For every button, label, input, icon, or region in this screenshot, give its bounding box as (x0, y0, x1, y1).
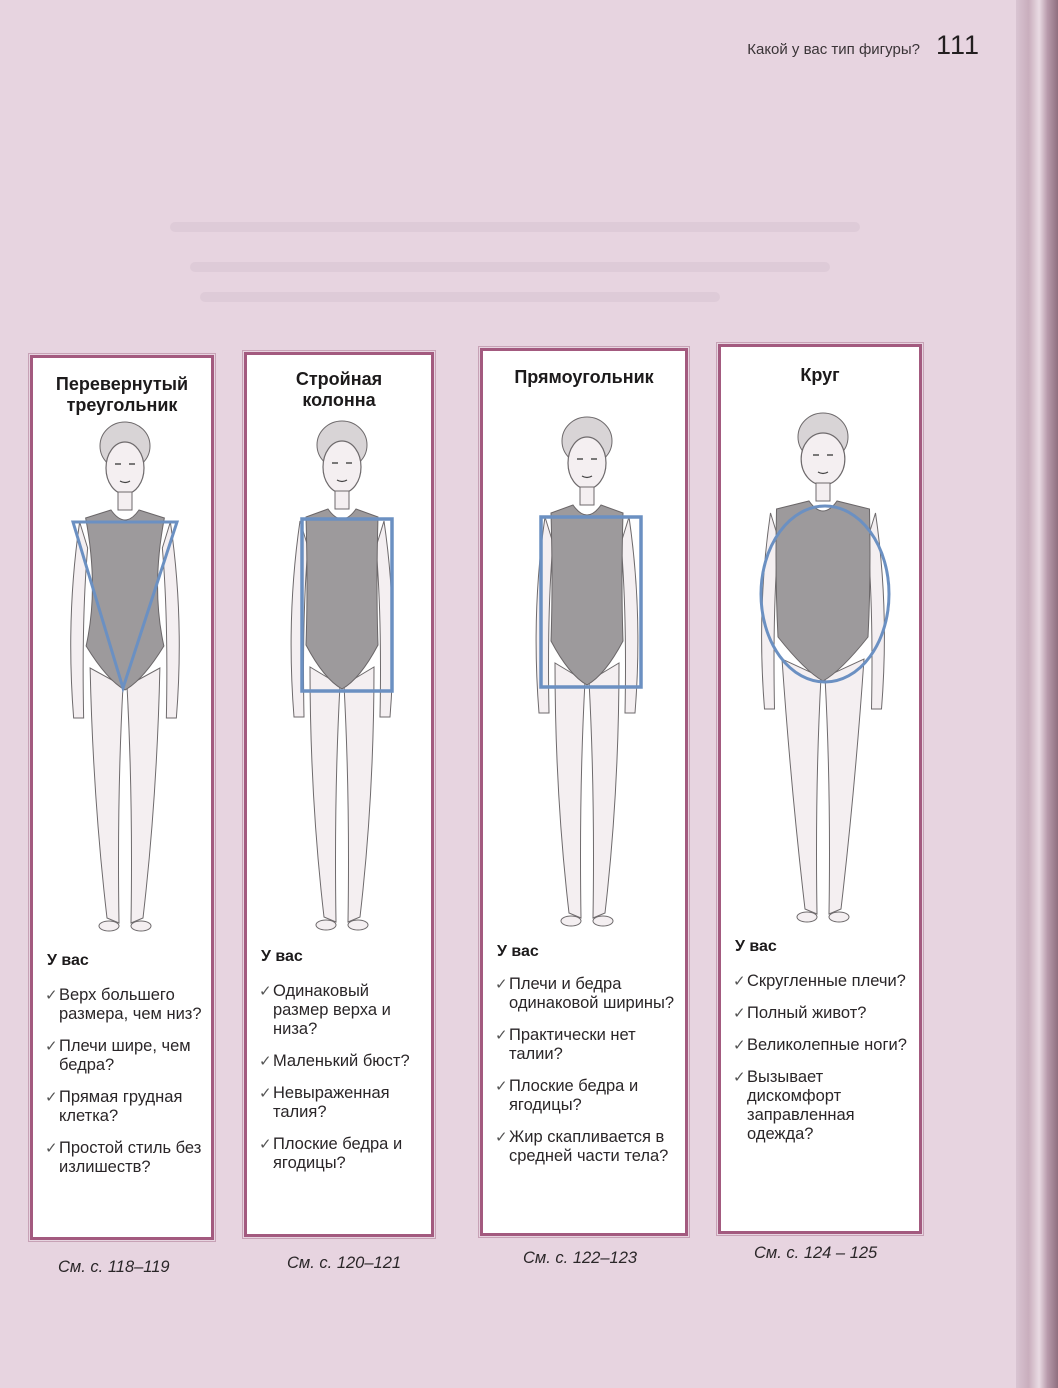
card-title-line: колонна (302, 390, 376, 410)
checklist-item-text: Вызывает дискомфорт заправленная одежда? (747, 1068, 855, 1143)
checklist-item-text: Плоские бедра и ягодицы? (509, 1077, 639, 1114)
checklist-item-text: Верх большего размера, чем низ? (59, 986, 202, 1023)
right-leg (825, 659, 864, 914)
checklist (45, 986, 203, 1190)
checkmark-icon: ✓ (495, 1078, 508, 1095)
checkmark-icon: ✓ (495, 1027, 508, 1044)
checklist-item (259, 982, 423, 1039)
bleed-line (200, 292, 720, 302)
checkmark-icon: ✓ (259, 1085, 272, 1102)
card-title-line: треугольник (66, 395, 178, 415)
checklist-item (495, 1077, 677, 1115)
swimsuit (776, 501, 870, 681)
checklist-item-text: Жир скапливается в средней части тела? (509, 1128, 669, 1165)
running-head: Какой у вас тип фигуры? (747, 41, 920, 58)
checklist-item-text: Одинаковый размер верха и низа? (273, 982, 391, 1038)
checklist-item-text: Плоские бедра и ягодицы? (273, 1135, 403, 1172)
checklist-item-text: Маленький бюст? (273, 1052, 410, 1070)
bleed-line (170, 222, 860, 232)
checklist-item (45, 1037, 203, 1075)
checklist (259, 982, 423, 1186)
left-arm (291, 521, 308, 717)
checklist-item (495, 1128, 677, 1166)
card-title-line: Перевернутый (55, 374, 189, 394)
checklist-item-text: Плечи и бедра одинаковой ширины? (509, 975, 675, 1012)
page-number: 111 (935, 30, 980, 60)
figure-illustration (33, 418, 217, 963)
left-foot (99, 921, 119, 931)
card-title-line: Круг (800, 365, 840, 385)
right-foot (131, 921, 151, 931)
body-type-card-slim-column (244, 352, 434, 1237)
right-leg (589, 663, 619, 918)
body-type-card-inverted-triangle (30, 355, 214, 1240)
page-header (747, 30, 980, 61)
checklist-item (733, 1036, 911, 1055)
checklist-item (259, 1084, 423, 1122)
checkmark-icon: ✓ (45, 1089, 58, 1106)
checkmark-icon: ✓ (495, 976, 508, 993)
checkmark-icon: ✓ (45, 987, 58, 1004)
checklist-item-text: Плечи шире, чем бедра? (59, 1037, 191, 1074)
neck (118, 492, 132, 510)
head (323, 441, 361, 493)
checklist-item (495, 975, 677, 1013)
checkmark-icon: ✓ (259, 1053, 272, 1070)
body-type-card-circle (718, 344, 922, 1234)
checklist-item-text: Практически нет талии? (509, 1026, 636, 1063)
left-foot (561, 916, 581, 926)
right-foot (829, 912, 849, 922)
left-leg (310, 667, 340, 922)
checklist-item (733, 1068, 911, 1144)
checklist-item-text: Простой стиль без излишеств? (59, 1139, 202, 1176)
card-title (721, 365, 919, 386)
neck (580, 487, 594, 505)
figure-illustration (247, 417, 437, 962)
figure-illustration (721, 409, 925, 954)
figure-illustration (483, 413, 691, 958)
card-title (483, 367, 685, 388)
head (106, 442, 144, 494)
checklist-item (259, 1052, 423, 1071)
checkmark-icon: ✓ (259, 983, 272, 1000)
checklist (495, 975, 677, 1179)
checkmark-icon: ✓ (733, 1069, 746, 1086)
checkmark-icon: ✓ (733, 1005, 746, 1022)
swimsuit (306, 509, 378, 689)
head (568, 437, 606, 489)
checklist-item-text: Прямая грудная клетка? (59, 1088, 183, 1125)
checkmark-icon: ✓ (733, 973, 746, 990)
checklist-item (495, 1026, 677, 1064)
checklist-item-text: Невыраженная талия? (273, 1084, 390, 1121)
you-label: У вас (261, 948, 303, 965)
you-label: У вас (497, 943, 539, 960)
checklist-item (259, 1135, 423, 1173)
left-leg (782, 659, 821, 914)
right-arm (162, 522, 179, 718)
right-foot (593, 916, 613, 926)
card-title (247, 369, 431, 411)
swimsuit (551, 505, 623, 685)
see-pages-reference: См. с. 120–121 (287, 1254, 402, 1272)
checklist (733, 972, 911, 1157)
right-leg (127, 668, 160, 923)
head (801, 433, 845, 485)
body-type-card-rectangle (480, 348, 688, 1236)
checklist-item (733, 1004, 911, 1023)
right-leg (344, 667, 374, 922)
checklist-item (733, 972, 911, 991)
left-leg (90, 668, 123, 923)
bleed-line (190, 262, 830, 272)
checkmark-icon: ✓ (733, 1037, 746, 1054)
card-title-line: Прямоугольник (514, 367, 654, 387)
left-arm (71, 522, 88, 718)
left-foot (316, 920, 336, 930)
left-leg (555, 663, 585, 918)
you-label: У вас (47, 952, 89, 969)
checkmark-icon: ✓ (259, 1136, 272, 1153)
right-arm (621, 517, 638, 713)
right-foot (348, 920, 368, 930)
you-label: У вас (735, 938, 777, 955)
see-pages-reference: См. с. 118–119 (58, 1258, 170, 1276)
card-title-line: Стройная (295, 369, 383, 389)
checklist-item (45, 1139, 203, 1177)
checkmark-icon: ✓ (495, 1129, 508, 1146)
neck (816, 483, 830, 501)
see-pages-reference: См. с. 124 – 125 (754, 1244, 878, 1262)
checklist-item (45, 1088, 203, 1126)
checklist-item (45, 986, 203, 1024)
checklist-item-text: Полный живот? (747, 1004, 867, 1022)
see-pages-reference: См. с. 122–123 (523, 1249, 638, 1267)
checkmark-icon: ✓ (45, 1038, 58, 1055)
checklist-item-text: Скругленные плечи? (747, 972, 906, 990)
checkmark-icon: ✓ (45, 1140, 58, 1157)
card-title (33, 374, 211, 416)
neck (335, 491, 349, 509)
checklist-item-text: Великолепные ноги? (747, 1036, 907, 1054)
left-arm (536, 517, 553, 713)
left-foot (797, 912, 817, 922)
book-page-edge (1016, 0, 1058, 1388)
